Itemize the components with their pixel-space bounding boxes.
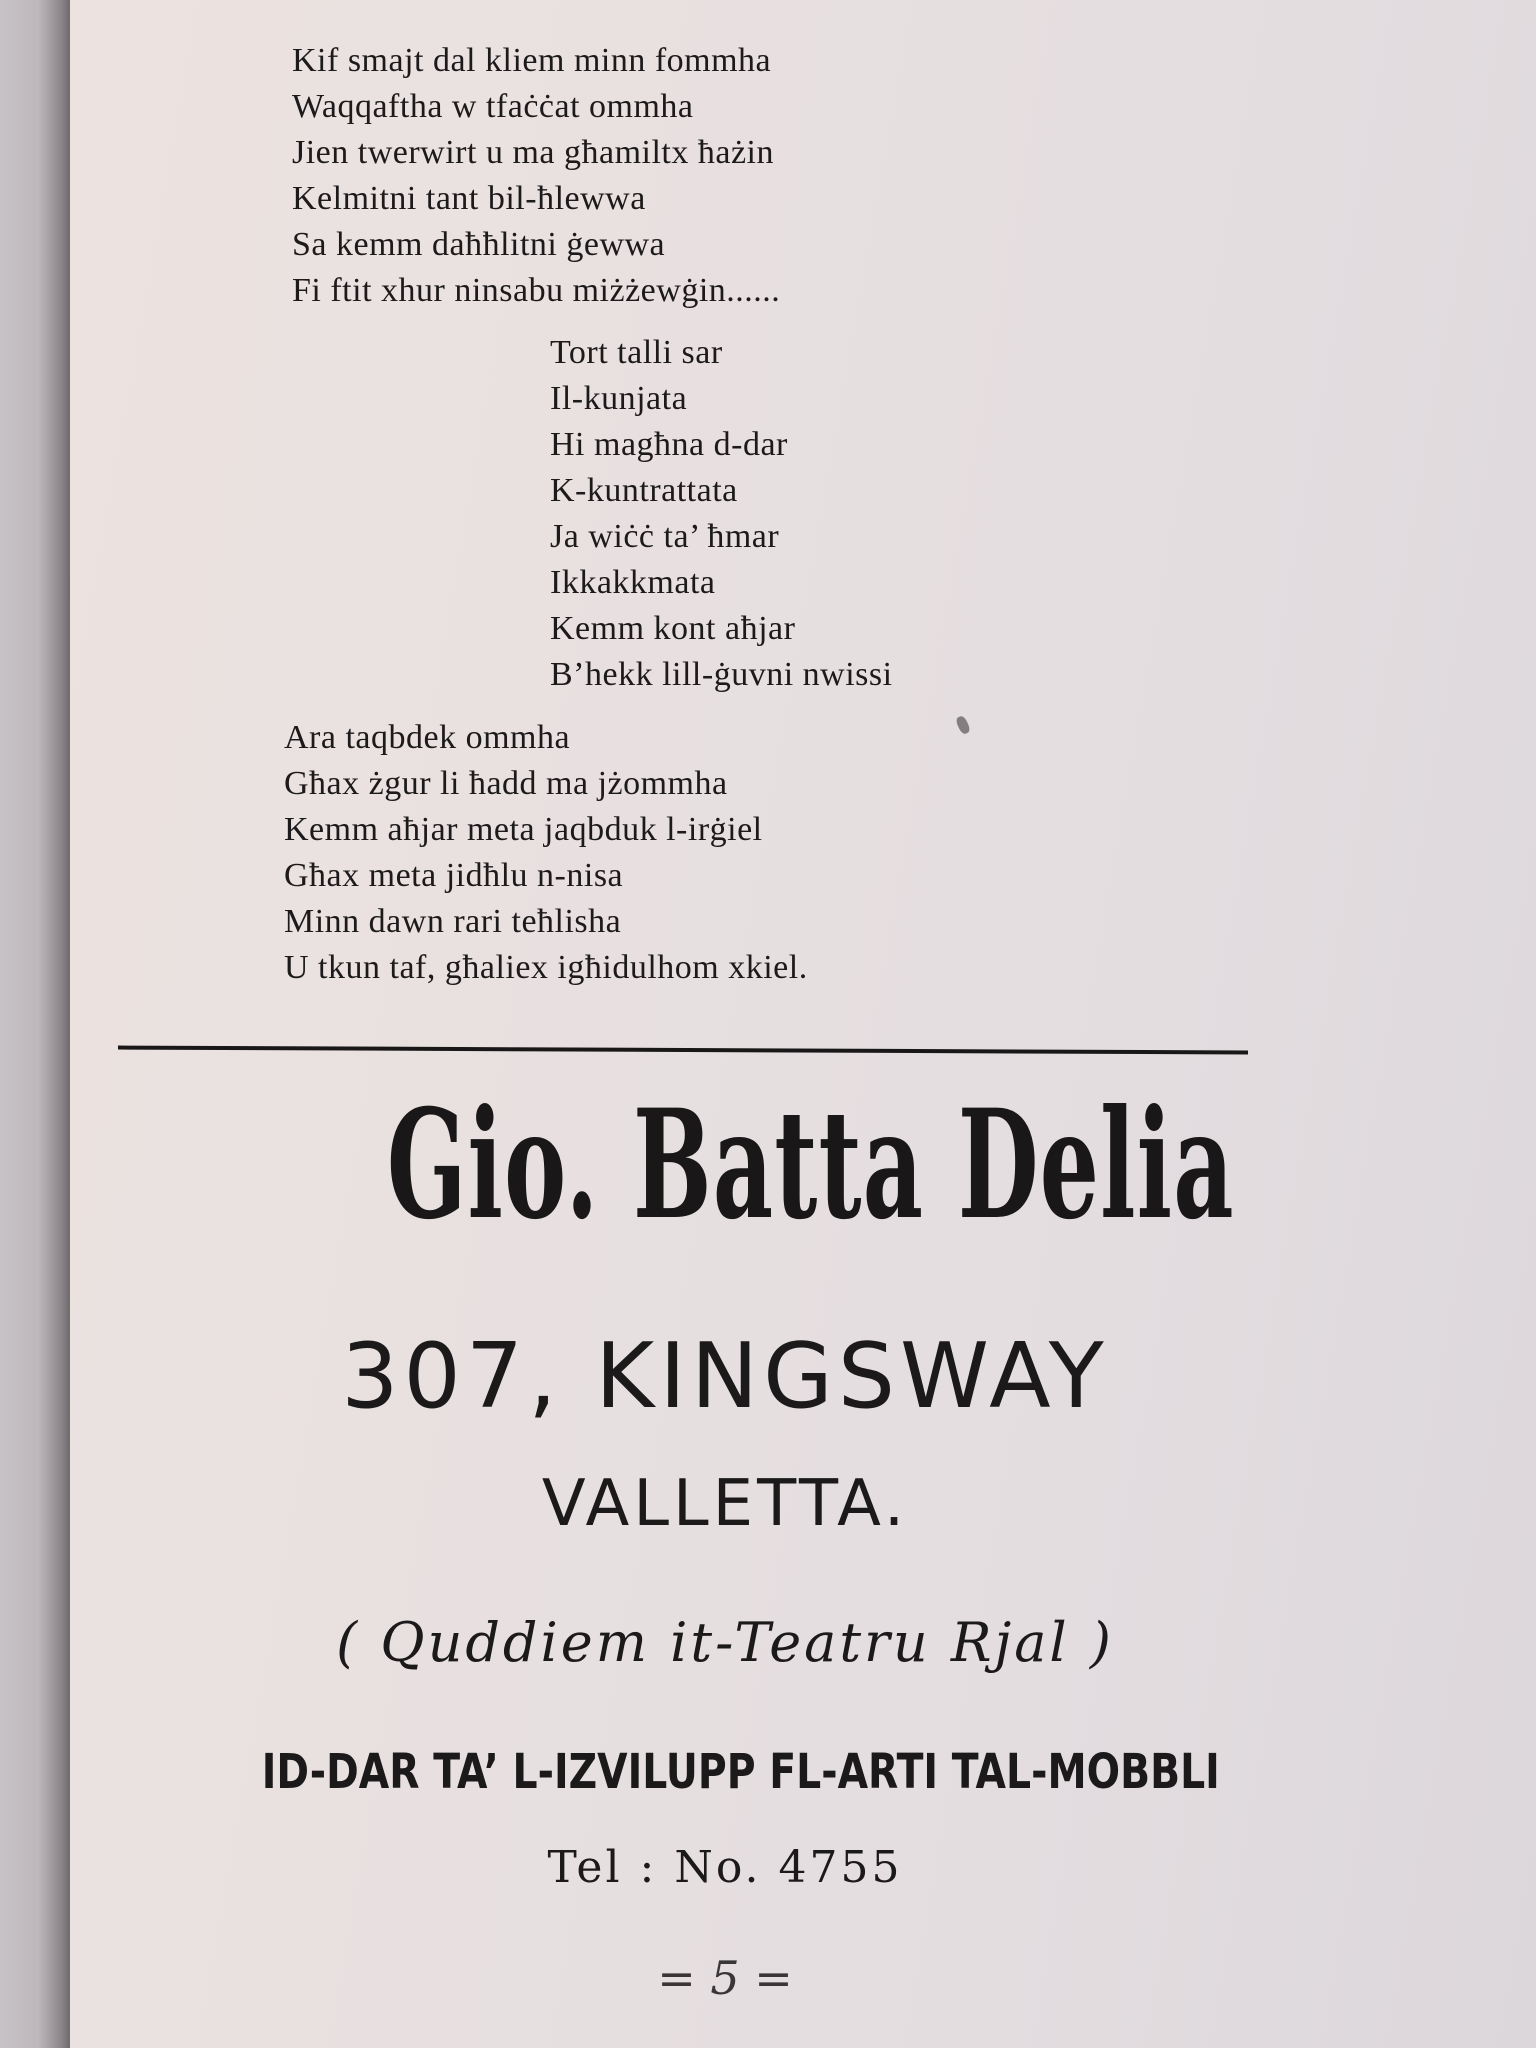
- advert-name: Gio. Batta Delia: [386, 1077, 1235, 1253]
- poem-line: Ja wiċċ ta’ ħmar: [550, 518, 780, 555]
- poem-stanza-1: [292, 38, 780, 314]
- poem-line: U tkun taf, għaliex igħidulhom xkiel.: [284, 949, 808, 986]
- poem-stanza-3: [284, 715, 808, 991]
- poem-line: Minn dawn rari teħlisha: [284, 903, 622, 940]
- poem-line: Ara taqbdek ommha: [284, 719, 571, 756]
- advert-address: 307, KINGSWAY: [341, 1324, 1109, 1429]
- poem-line: Kemm aħjar meta jaqbduk l-irġiel: [284, 811, 763, 848]
- poem-line: Waqqaftha w tfaċċat ommha: [292, 88, 694, 125]
- page-number: = 5 =: [657, 1951, 793, 2005]
- poem-line: Għax meta jidħlu n-nisa: [284, 857, 624, 894]
- advert-note: ( Quddiem it-Teatru Rjal ): [336, 1611, 1114, 1674]
- poem-line: Il-kunjata: [550, 380, 688, 417]
- poem-line: Ikkakkmata: [550, 564, 716, 601]
- poem-line: Jien twerwirt u ma għamiltx ħażin: [292, 134, 774, 171]
- poem-line: Għax żgur li ħadd ma jżommha: [284, 765, 728, 802]
- poem-line: Kelmitni tant bil-ħlewwa: [292, 180, 646, 217]
- poem-line: K-kuntrattata: [550, 472, 738, 509]
- advert-city: VALLETTA.: [541, 1467, 909, 1541]
- poem-stanza-2: [550, 330, 893, 698]
- advert-trade: ID-DAR TA’ L-IZVILUPP FL-ARTI TAL-MOBBLI: [261, 1744, 1220, 1800]
- poem-line: Sa kemm daħħlitni ġewwa: [292, 226, 666, 263]
- advert-telephone: Tel : No. 4755: [547, 1842, 903, 1893]
- poem-line: Kemm kont aħjar: [550, 610, 796, 647]
- poem-line: Tort talli sar: [550, 334, 723, 371]
- poem-line: Fi ftit xhur ninsabu miżżewġin......: [292, 272, 781, 309]
- poem-line: B’hekk lill-ġuvni nwissi: [550, 656, 893, 693]
- poem-line: Kif smajt dal kliem minn fommha: [292, 42, 772, 79]
- poem-line: Hi magħna d-dar: [550, 426, 788, 463]
- left-page-edge: [0, 0, 70, 2048]
- book-page: [70, 0, 1536, 2048]
